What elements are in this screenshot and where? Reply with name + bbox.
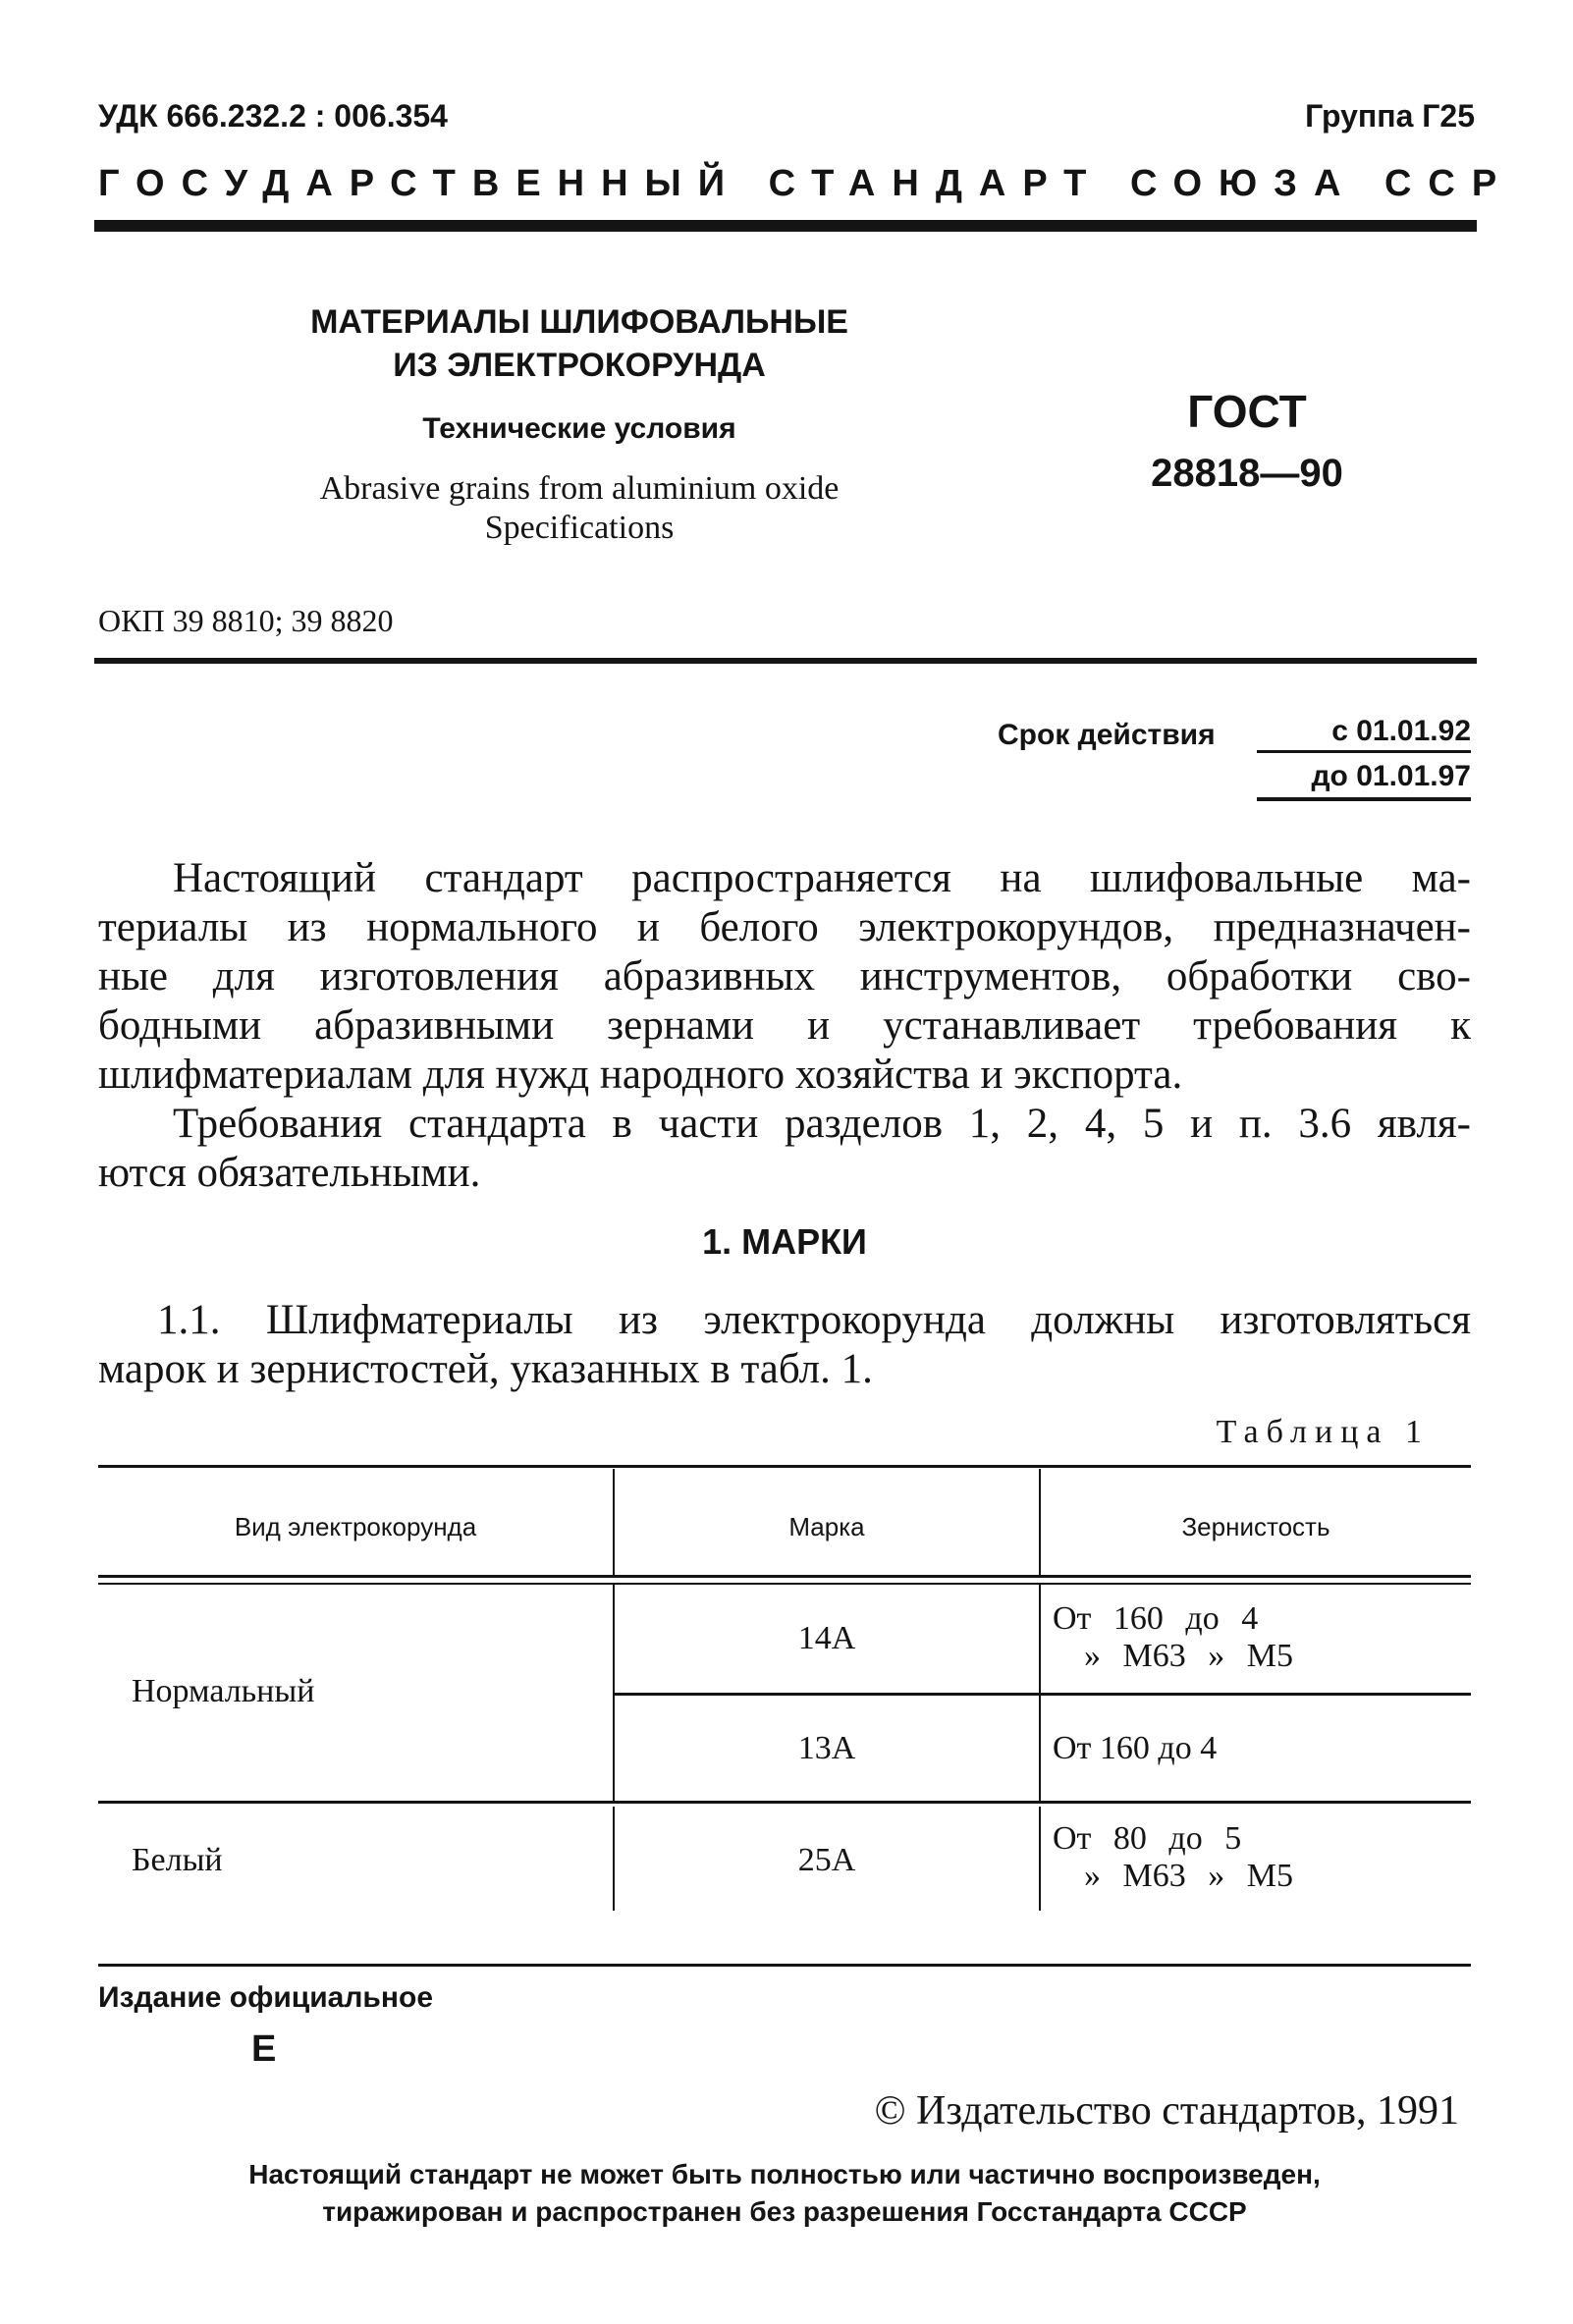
table-header-rule [98, 1575, 1471, 1578]
standard-type: ГОСУДАРСТВЕННЫЙ СТАНДАРТ СОЮЗА ССР [98, 163, 1514, 204]
section-line: марок и зернистостей, указанных в табл. 1. [98, 1346, 873, 1392]
group-code: Группа Г25 [1305, 98, 1475, 134]
row-grain-line: От 80 до 5 [1053, 1820, 1242, 1857]
intro-line: териалы из нормального и белого электрокорундов, предназначен- [98, 904, 1471, 950]
intro-line: ются обязательными. [98, 1150, 481, 1196]
title-ru-line2: ИЗ ЭЛЕКТРОКОРУНДА [393, 347, 766, 384]
validity-to: до 01.01.97 [1257, 760, 1471, 801]
title-en-line1: Abrasive grains from aluminium oxide [319, 470, 840, 507]
section-line: 1.1. Шлифматериалы из электрокорунда должны изготовляться [157, 1297, 1471, 1343]
header-mark: Марка [788, 1512, 865, 1541]
section-heading: 1. МАРКИ [702, 1221, 867, 1262]
row-grain-line: » М63 » М5 [1084, 1858, 1293, 1894]
subtitle: Технические условия [422, 412, 736, 445]
intro-paragraph-2 [98, 1100, 1471, 1198]
intro-paragraph-1 [98, 854, 1471, 1100]
table-column-divider [613, 1469, 615, 1575]
row-grain: От 160 до 4 [1053, 1730, 1218, 1766]
gost-number: 28818—90 [1151, 452, 1343, 495]
header-grain: Зернистость [1181, 1512, 1330, 1541]
edition-letter: Е [251, 2028, 277, 2070]
copyright-notice [98, 2156, 1471, 2231]
title-en-line2: Specifications [484, 510, 675, 546]
intro-line: ные для изготовления абразивных инструментов, обработки сво- [98, 953, 1471, 1000]
notice-line: Настоящий стандарт не может быть полностью или частично воспроизведен, [248, 2159, 1321, 2189]
row-grain [1053, 1820, 1293, 1895]
row-kind-normal: Нормальный [132, 1673, 315, 1709]
table-caption: Таблица 1 [1216, 1414, 1430, 1450]
row-mark: 25А [797, 1842, 856, 1878]
intro-line: шлифматериалам для нужд народного хозяйства и экспорта. [98, 1052, 1183, 1098]
okp-rule [94, 658, 1477, 664]
table-row-rule [98, 1801, 1471, 1804]
validity-label: Срок действия [998, 719, 1216, 751]
udk-code: УДК 666.232.2 : 006.354 [98, 98, 448, 134]
title-ru-line1: МАТЕРИАЛЫ ШЛИФОВАЛЬНЫЕ [310, 303, 848, 341]
table-column-divider [1039, 1807, 1041, 1911]
row-kind-white: Белый [132, 1842, 223, 1878]
notice-line: тиражирован и распространен без разрешения Госстандарта СССР [322, 2196, 1247, 2227]
okp-codes: ОКП 39 8810; 39 8820 [98, 603, 394, 638]
row-mark: 13А [797, 1730, 856, 1766]
english-title [196, 469, 962, 548]
table-column-divider [1039, 1469, 1041, 1575]
intro-line: бодными абразивными зернами и устанавливает требования к [98, 1002, 1471, 1049]
copyright: © Издательство стандартов, 1991 [874, 2088, 1459, 2134]
intro-line: Требования стандарта в части разделов 1, 2, 4, 5 и п. 3.6 явля- [173, 1101, 1471, 1147]
title-block [196, 300, 962, 387]
row-grain-line: » М63 » М5 [1084, 1638, 1293, 1674]
row-grain [1053, 1600, 1293, 1675]
validity-from: с 01.01.92 [1257, 715, 1471, 753]
table-subrow-rule [615, 1693, 1471, 1696]
row-mark: 14А [797, 1620, 856, 1656]
header-kind: Вид электрокорунда [234, 1512, 477, 1541]
table-header-rule [98, 1583, 1471, 1585]
row-grain-line: От 160 до 4 [1053, 1600, 1259, 1637]
edition-label: Издание официальное [98, 1981, 434, 2014]
table-top-rule [98, 1465, 1471, 1468]
section-paragraph [98, 1296, 1471, 1394]
intro-line: Настоящий стандарт распространяется на шлифовальные ма- [173, 855, 1471, 901]
table-bottom-rule [98, 1964, 1471, 1967]
header-thick-rule [94, 220, 1477, 232]
gost-label: ГОСТ [1187, 386, 1307, 437]
